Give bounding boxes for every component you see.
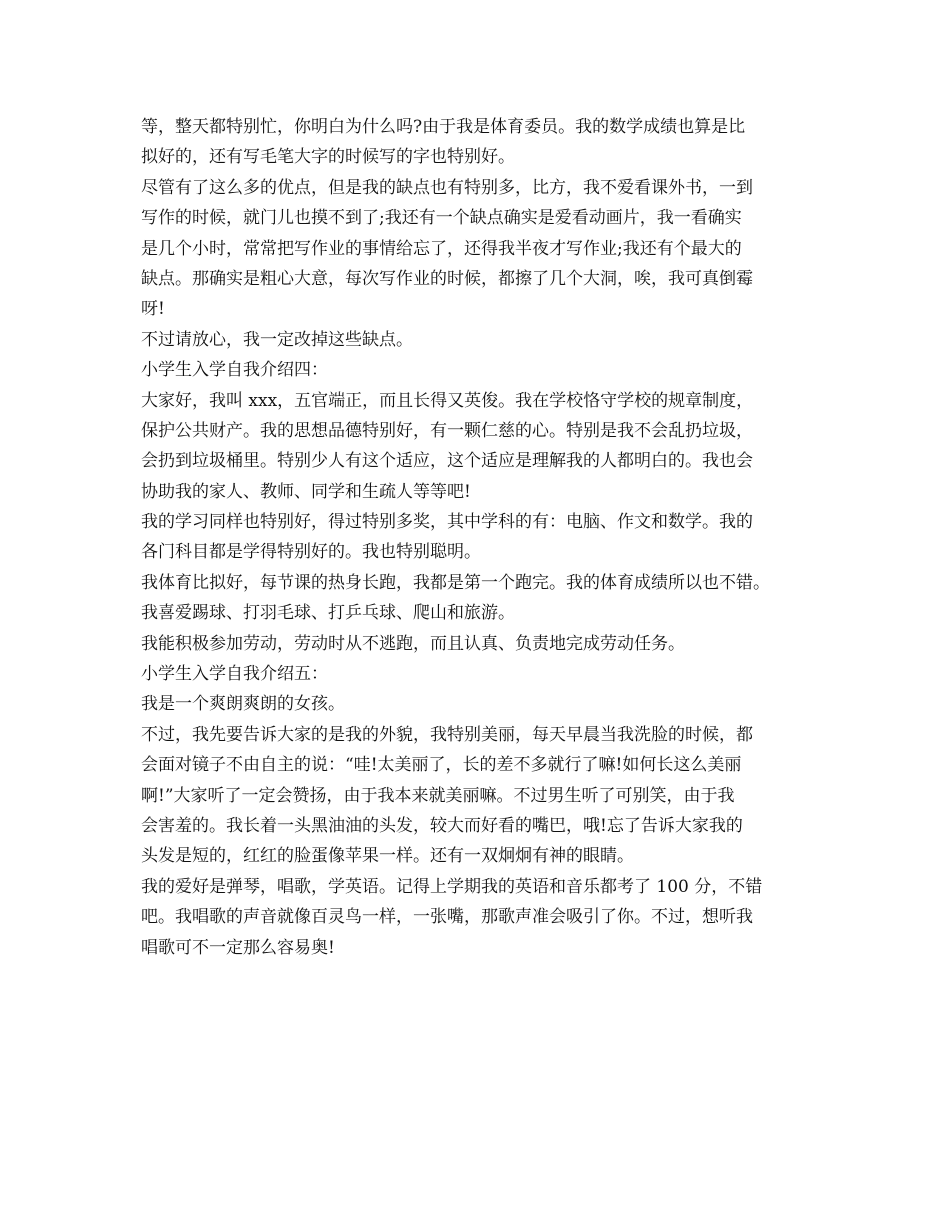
text-line: 会扔到垃圾桶里。特别少人有这个适应，这个适应是理解我的人都明白的。我也会 bbox=[141, 451, 753, 472]
text-line: 不过，我先要告诉大家的是我的外貌，我特别美丽，每天早晨当我洗脸的时候，都 bbox=[141, 724, 753, 745]
text-line: 缺点。那确实是粗心大意，每次写作业的时候，都擦了几个大洞，唉，我可真倒霉 bbox=[141, 268, 753, 289]
section-heading: 小学生入学自我介绍四： bbox=[141, 360, 328, 381]
text-line: 我是一个爽朗爽朗的女孩。 bbox=[141, 694, 345, 715]
text-line: 是几个小时，常常把写作业的事情给忘了，还得我半夜才写作业;我还有个最大的 bbox=[141, 238, 742, 259]
text-line: 拟好的，还有写毛笔大字的时候写的字也特别好。 bbox=[141, 147, 515, 168]
text-line: 我体育比拟好，每节课的热身长跑，我都是第一个跑完。我的体育成绩所以也不错。 bbox=[141, 572, 770, 593]
document-body bbox=[141, 112, 821, 963]
text-line: 唱歌可不一定那么容易奥! bbox=[141, 937, 335, 958]
text-line: 不过请放心，我一定改掉这些缺点。 bbox=[141, 329, 413, 350]
text-line: 头发是短的，红红的脸蛋像苹果一样。还有一双炯炯有神的眼睛。 bbox=[141, 846, 634, 867]
text-line: 我的学习同样也特别好，得过特别多奖，其中学科的有：电脑、作文和数学。我的 bbox=[141, 512, 753, 533]
text-line: 协助我的家人、教师、同学和生疏人等等吧! bbox=[141, 481, 471, 502]
text-line: 吧。我唱歌的声音就像百灵鸟一样，一张嘴，那歌声准会吸引了你。不过，想听我 bbox=[141, 907, 753, 928]
text-line: 我喜爱踢球、打羽毛球、打乒乓球、爬山和旅游。 bbox=[141, 603, 515, 624]
text-line: 啊!”大家听了一定会赞扬，由于我本来就美丽嘛。不过男生听了可别笑，由于我 bbox=[141, 785, 735, 806]
text-line: 写作的时候，就门儿也摸不到了;我还有一个缺点确实是爱看动画片，我一看确实 bbox=[141, 208, 742, 229]
section-heading: 小学生入学自我介绍五： bbox=[141, 664, 328, 685]
text-line: 保护公共财产。我的思想品德特别好，有一颗仁慈的心。特别是我不会乱扔垃圾， bbox=[141, 420, 753, 441]
text-line: 等，整天都特别忙，你明白为什么吗?由于我是体育委员。我的数学成绩也算是比 bbox=[141, 117, 746, 137]
text-line: 我能积极参加劳动，劳动时从不逃跑，而且认真、负责地完成劳动任务。 bbox=[141, 633, 685, 654]
text-line: 呀! bbox=[141, 299, 165, 320]
text-line: 我的爱好是弹琴，唱歌，学英语。记得上学期我的英语和音乐都考了 100 分，不错 bbox=[141, 876, 763, 897]
text-line: 大家好，我叫 xxx，五官端正，而且长得又英俊。我在学校恪守学校的规章制度， bbox=[141, 390, 754, 411]
text-line: 会面对镜子不由自主的说：“哇!太美丽了，长的差不多就行了嘛!如何长这么美丽 bbox=[141, 755, 742, 776]
text-line: 各门科目都是学得特别好的。我也特别聪明。 bbox=[141, 542, 481, 563]
text-line: 会害羞的。我长着一头黑油油的头发，较大而好看的嘴巴，哦!忘了告诉大家我的 bbox=[141, 815, 743, 836]
text-line: 尽管有了这么多的优点，但是我的缺点也有特别多，比方，我不爱看课外书，一到 bbox=[141, 177, 753, 198]
